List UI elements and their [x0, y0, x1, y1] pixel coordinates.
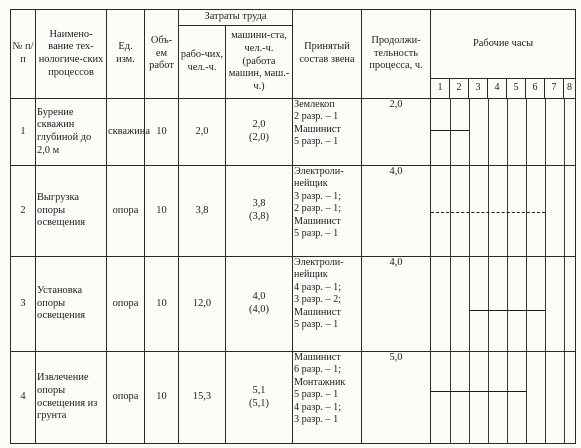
operation-name: Выгрузка опоры освещения — [36, 166, 107, 257]
gantt-grid-line — [469, 166, 470, 256]
operation-name: Извлечение опоры освещения из грунта — [36, 352, 107, 444]
labor-machinists-cell — [226, 166, 293, 257]
labor-machinists-cell — [226, 257, 293, 352]
gantt-grid-line — [507, 352, 508, 443]
gantt-grid-line — [526, 257, 527, 351]
crew-cell — [293, 352, 362, 444]
crew-cell — [293, 166, 362, 257]
gantt-grid-line — [564, 257, 565, 351]
unit-cell: опора — [107, 352, 145, 444]
gantt-grid-line — [526, 99, 527, 165]
header-operation: Наимено-вание тех-нологиче-ских процессов — [36, 10, 107, 99]
gantt-bar — [431, 212, 545, 213]
gantt-cell — [431, 166, 576, 257]
volume-cell: 10 — [145, 166, 179, 257]
crew-line: Машинист — [294, 123, 341, 135]
labor-machines-value: (3,8) — [249, 211, 269, 222]
gantt-grid-line — [564, 166, 565, 256]
crew-line: 5 разр. – 1 — [294, 319, 339, 331]
row-num: 2 — [11, 166, 36, 257]
labor-machinists-cell — [226, 352, 293, 444]
crew-line: Монтажник — [294, 376, 346, 388]
crew-line: 6 разр. – 1; — [294, 364, 342, 376]
gantt-grid-line — [450, 99, 451, 165]
unit-cell: опора — [107, 166, 145, 257]
work-schedule-table — [10, 9, 576, 444]
gantt-grid-line — [545, 99, 546, 165]
labor-workers-cell: 2,0 — [179, 99, 226, 166]
crew-line: нейщик — [294, 269, 328, 281]
crew-line: 3 разр. – 2; — [294, 294, 342, 306]
labor-machines-value: (2,0) — [249, 132, 269, 143]
labor-machinists-value: 4,0 — [252, 291, 266, 303]
labor-machinists-cell — [226, 99, 293, 166]
labor-machinists-value: 3,8 — [252, 198, 266, 210]
labor-machines-value: (5,1) — [249, 397, 269, 409]
crew-line: Землекоп — [294, 99, 335, 110]
gantt-grid-line — [450, 257, 451, 351]
crew-line: 4 разр. – 1; — [294, 401, 342, 413]
crew-line: Машинист — [294, 306, 341, 318]
crew-cell — [293, 257, 362, 352]
table-row — [11, 352, 576, 444]
gantt-grid-line — [545, 257, 546, 351]
crew-line: Электроли- — [294, 257, 344, 268]
volume-cell: 10 — [145, 99, 179, 166]
gantt-grid-line — [469, 257, 470, 351]
crew-line: Машинист — [294, 352, 341, 363]
crew-line: Машинист — [294, 215, 341, 227]
crew-line: 5 разр. – 1 — [294, 136, 339, 148]
labor-workers-cell: 12,0 — [179, 257, 226, 352]
crew-cell — [293, 99, 362, 166]
crew-line: 2 разр. – 1 — [294, 111, 339, 123]
gantt-grid-line — [488, 99, 489, 165]
gantt-bar — [431, 391, 526, 392]
crew-line: Электроли- — [294, 166, 344, 177]
labor-machinists-value: 2,0 — [252, 119, 266, 131]
duration-cell: 4,0 — [362, 166, 431, 257]
header-labor-workers: рабо-чих, чел.-ч. — [179, 26, 226, 99]
labor-machines-value: (4,0) — [249, 304, 269, 315]
crew-line: 3 разр. – 1; — [294, 190, 342, 202]
gantt-bar — [469, 310, 545, 311]
row-num: 4 — [11, 352, 36, 444]
crew-line: 3 разр. – 1 — [294, 414, 339, 426]
header-hours-group: Рабочие часы — [431, 10, 576, 79]
gantt-grid-line — [488, 257, 489, 351]
header-volume: Объ-ем работ — [145, 10, 179, 99]
hour-header-4: 4 — [488, 79, 507, 99]
crew-line: 5 разр. – 1 — [294, 389, 339, 401]
crew-line: 2 разр. – 1; — [294, 203, 342, 215]
volume-cell: 10 — [145, 352, 179, 444]
header-labor-machinists: машини-ста, чел.-ч. (работа машин, маш.-ч.) — [226, 26, 293, 99]
gantt-bar — [431, 130, 469, 131]
header-num: № п/п — [11, 10, 36, 99]
crew-line: 5 разр. – 1 — [294, 228, 339, 240]
volume-cell: 10 — [145, 257, 179, 352]
crew-line: нейщик — [294, 178, 328, 190]
hour-header-1: 1 — [431, 79, 450, 99]
gantt-grid-line — [564, 99, 565, 165]
crew-line: 4 разр. – 1; — [294, 281, 342, 293]
duration-cell: 4,0 — [362, 257, 431, 352]
hour-header-5: 5 — [507, 79, 526, 99]
gantt-grid-line — [469, 352, 470, 443]
table-row — [11, 166, 576, 257]
row-num: 1 — [11, 99, 36, 166]
duration-cell: 2,0 — [362, 99, 431, 166]
header-labor-group: Затраты труда — [179, 10, 293, 26]
unit-cell: скважина — [107, 99, 145, 166]
hour-header-7: 7 — [545, 79, 564, 99]
labor-workers-cell: 3,8 — [179, 166, 226, 257]
schedule-rows — [11, 99, 576, 444]
duration-cell: 5,0 — [362, 352, 431, 444]
hour-header-8: 8 — [564, 79, 576, 99]
hour-header-2: 2 — [450, 79, 469, 99]
gantt-grid-line — [526, 352, 527, 443]
gantt-cell — [431, 352, 576, 444]
hour-header-6: 6 — [526, 79, 545, 99]
row-num: 3 — [11, 257, 36, 352]
operation-name: Установка опоры освещения — [36, 257, 107, 352]
table-row — [11, 257, 576, 352]
gantt-cell — [431, 257, 576, 352]
gantt-grid-line — [507, 166, 508, 256]
gantt-grid-line — [507, 99, 508, 165]
gantt-grid-line — [488, 352, 489, 443]
gantt-grid-line — [469, 99, 470, 165]
gantt-grid-line — [545, 166, 546, 256]
gantt-grid-line — [564, 352, 565, 443]
unit-cell: опора — [107, 257, 145, 352]
gantt-cell — [431, 99, 576, 166]
operation-name: Бурение скважин глубиной до 2,0 м — [36, 99, 107, 166]
gantt-grid-line — [450, 166, 451, 256]
gantt-grid-line — [450, 352, 451, 443]
header-crew: Принятый состав звена — [293, 10, 362, 99]
gantt-grid-line — [488, 166, 489, 256]
gantt-grid-line — [507, 257, 508, 351]
labor-machinists-value: 5,1 — [252, 384, 266, 396]
header-duration: Продолжи-тельность процесса, ч. — [362, 10, 431, 99]
hour-header-3: 3 — [469, 79, 488, 99]
labor-workers-cell: 15,3 — [179, 352, 226, 444]
table-row — [11, 99, 576, 166]
header-unit: Ед. изм. — [107, 10, 145, 99]
gantt-grid-line — [526, 166, 527, 256]
gantt-grid-line — [545, 352, 546, 443]
